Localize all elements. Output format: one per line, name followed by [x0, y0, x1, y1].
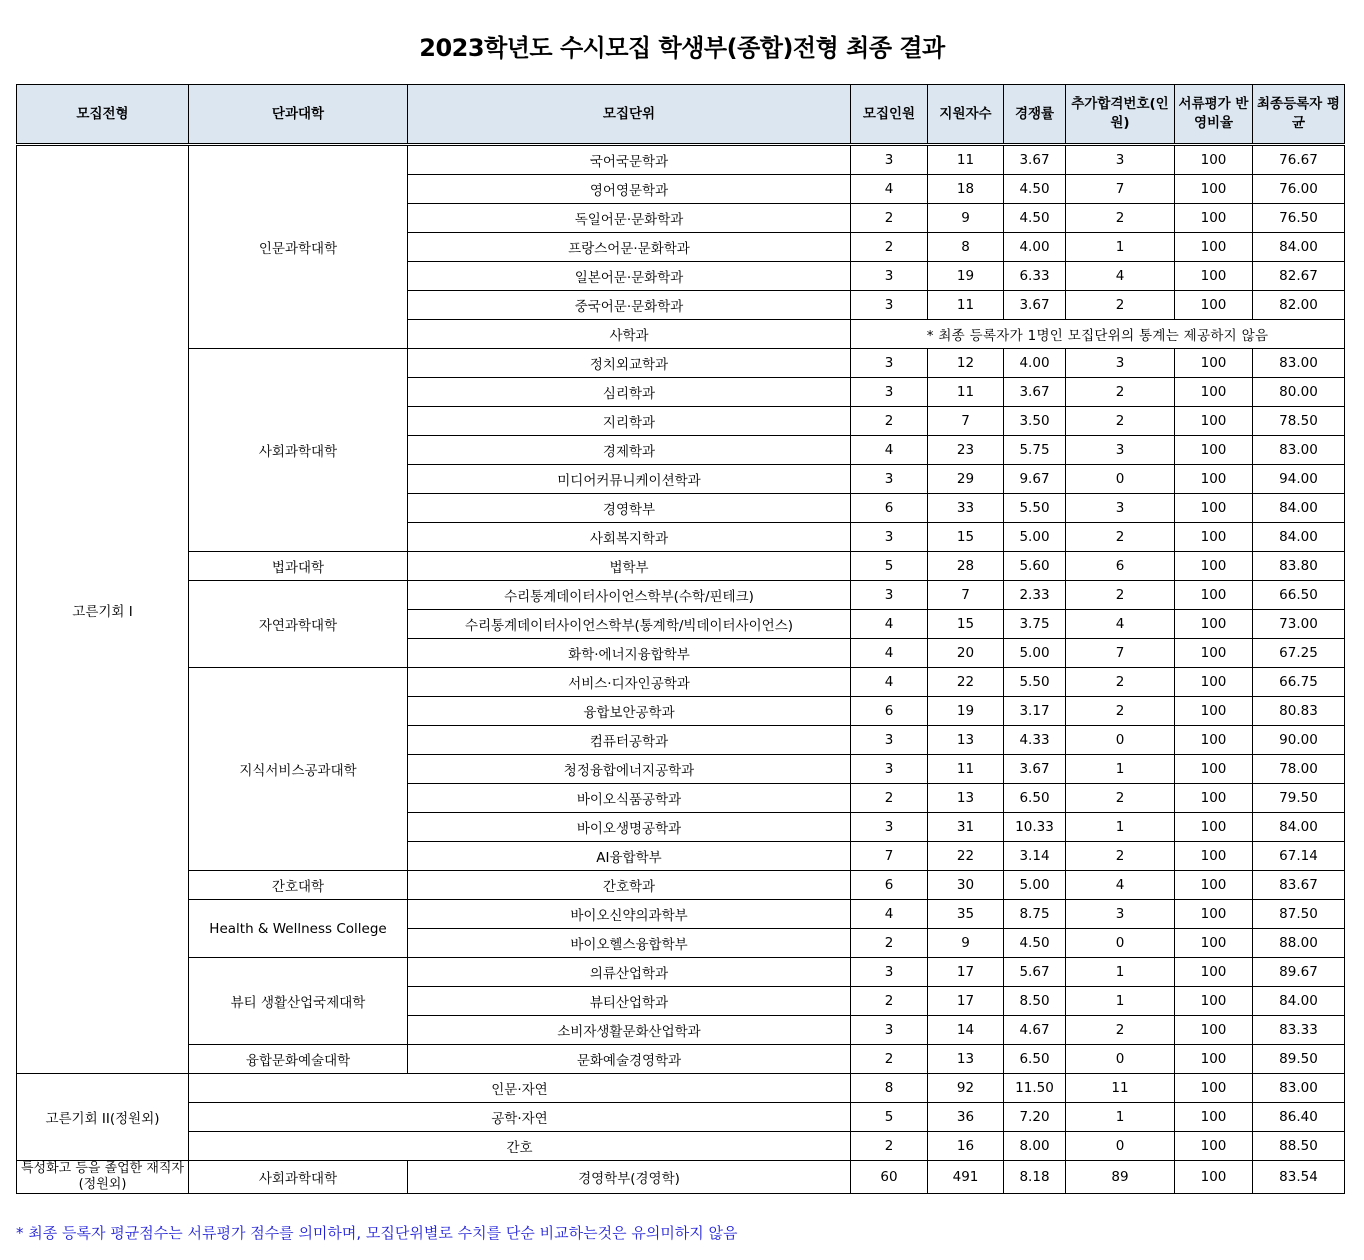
cell-doc-ratio: 100 [1175, 436, 1253, 465]
cell-doc-ratio: 100 [1175, 900, 1253, 929]
cell-average: 67.14 [1253, 842, 1345, 871]
cell-doc-ratio: 100 [1175, 175, 1253, 204]
cell-applicants: 35 [928, 900, 1004, 929]
cell-unit: 수리통계데이터사이언스학부(통계학/빅데이터사이언스) [408, 610, 851, 639]
cell-ratio: 6.33 [1004, 262, 1066, 291]
cell-average: 67.25 [1253, 639, 1345, 668]
cell-additional: 11 [1066, 1074, 1175, 1103]
header-track: 모집전형 [17, 85, 189, 145]
cell-additional: 1 [1066, 755, 1175, 784]
cell-unit: AI융합학부 [408, 842, 851, 871]
table-row [17, 552, 1345, 581]
cell-quota: 60 [851, 1161, 928, 1194]
cell-additional: 2 [1066, 291, 1175, 320]
cell-doc-ratio: 100 [1175, 639, 1253, 668]
cell-quota: 2 [851, 1132, 928, 1161]
cell-additional: 1 [1066, 813, 1175, 842]
cell-doc-ratio: 100 [1175, 465, 1253, 494]
cell-additional: 7 [1066, 175, 1175, 204]
cell-applicants: 11 [928, 145, 1004, 175]
cell-ratio: 3.67 [1004, 145, 1066, 175]
cell-average: 83.33 [1253, 1016, 1345, 1045]
cell-average: 94.00 [1253, 465, 1345, 494]
cell-average: 66.75 [1253, 668, 1345, 697]
cell-applicants: 22 [928, 842, 1004, 871]
header-quota: 모집인원 [851, 85, 928, 145]
cell-quota: 4 [851, 175, 928, 204]
cell-quota: 6 [851, 494, 928, 523]
cell-average: 84.00 [1253, 523, 1345, 552]
cell-unit: 바이오생명공학과 [408, 813, 851, 842]
cell-unit: 사회복지학과 [408, 523, 851, 552]
cell-average: 79.50 [1253, 784, 1345, 813]
track-cell: 고른기회 I [17, 145, 189, 1074]
cell-unit: 바이오신약의과학부 [408, 900, 851, 929]
cell-additional: 3 [1066, 494, 1175, 523]
cell-average: 82.00 [1253, 291, 1345, 320]
cell-doc-ratio: 100 [1175, 871, 1253, 900]
cell-quota: 2 [851, 929, 928, 958]
cell-unit: 소비자생활문화산업학과 [408, 1016, 851, 1045]
cell-additional: 1 [1066, 1103, 1175, 1132]
cell-quota: 2 [851, 204, 928, 233]
cell-doc-ratio: 100 [1175, 987, 1253, 1016]
table-row [17, 1161, 1345, 1194]
cell-ratio: 5.50 [1004, 494, 1066, 523]
cell-applicants: 13 [928, 1045, 1004, 1074]
cell-applicants: 14 [928, 1016, 1004, 1045]
cell-additional: 2 [1066, 523, 1175, 552]
cell-unit: 미디어커뮤니케이션학과 [408, 465, 851, 494]
cell-average: 83.00 [1253, 349, 1345, 378]
cell-unit: 융합보안공학과 [408, 697, 851, 726]
cell-average: 83.00 [1253, 436, 1345, 465]
cell-ratio: 9.67 [1004, 465, 1066, 494]
cell-doc-ratio: 100 [1175, 726, 1253, 755]
cell-additional: 2 [1066, 581, 1175, 610]
cell-ratio: 5.75 [1004, 436, 1066, 465]
cell-average: 86.40 [1253, 1103, 1345, 1132]
cell-applicants: 17 [928, 987, 1004, 1016]
cell-additional: 0 [1066, 465, 1175, 494]
cell-doc-ratio: 100 [1175, 145, 1253, 175]
cell-ratio: 3.67 [1004, 291, 1066, 320]
table-row [17, 871, 1345, 900]
cell-quota: 3 [851, 813, 928, 842]
header-unit: 모집단위 [408, 85, 851, 145]
cell-unit: 국어국문학과 [408, 145, 851, 175]
cell-ratio: 4.50 [1004, 204, 1066, 233]
cell-additional: 2 [1066, 407, 1175, 436]
cell-quota: 3 [851, 1016, 928, 1045]
cell-doc-ratio: 100 [1175, 494, 1253, 523]
cell-unit: 수리통계데이터사이언스학부(수학/핀테크) [408, 581, 851, 610]
header-average: 최종등록자 평균 [1253, 85, 1345, 145]
cell-additional: 1 [1066, 233, 1175, 262]
cell-ratio: 4.00 [1004, 233, 1066, 262]
cell-unit: 영어영문학과 [408, 175, 851, 204]
cell-average: 89.50 [1253, 1045, 1345, 1074]
cell-unit: 정치외교학과 [408, 349, 851, 378]
cell-ratio: 4.50 [1004, 929, 1066, 958]
cell-average: 90.00 [1253, 726, 1345, 755]
cell-doc-ratio: 100 [1175, 784, 1253, 813]
cell-ratio: 4.50 [1004, 175, 1066, 204]
college-cell: 융합문화예술대학 [189, 1045, 408, 1074]
cell-ratio: 5.50 [1004, 668, 1066, 697]
cell-ratio: 7.20 [1004, 1103, 1066, 1132]
header-ratio: 경쟁률 [1004, 85, 1066, 145]
cell-applicants: 11 [928, 755, 1004, 784]
cell-additional: 4 [1066, 871, 1175, 900]
cell-unit: 바이오헬스융합학부 [408, 929, 851, 958]
cell-additional: 4 [1066, 610, 1175, 639]
cell-doc-ratio: 100 [1175, 1161, 1253, 1194]
cell-ratio: 8.00 [1004, 1132, 1066, 1161]
cell-ratio: 8.18 [1004, 1161, 1066, 1194]
cell-doc-ratio: 100 [1175, 1132, 1253, 1161]
cell-doc-ratio: 100 [1175, 929, 1253, 958]
cell-average: 80.83 [1253, 697, 1345, 726]
cell-additional: 2 [1066, 1016, 1175, 1045]
cell-additional: 2 [1066, 784, 1175, 813]
cell-applicants: 30 [928, 871, 1004, 900]
cell-doc-ratio: 100 [1175, 1016, 1253, 1045]
cell-average: 84.00 [1253, 813, 1345, 842]
header-college: 단과대학 [189, 85, 408, 145]
cell-quota: 3 [851, 262, 928, 291]
cell-doc-ratio: 100 [1175, 1045, 1253, 1074]
cell-doc-ratio: 100 [1175, 262, 1253, 291]
cell-additional: 7 [1066, 639, 1175, 668]
cell-ratio: 3.14 [1004, 842, 1066, 871]
cell-unit: 청정융합에너지공학과 [408, 755, 851, 784]
cell-ratio: 3.67 [1004, 378, 1066, 407]
cell-additional: 3 [1066, 349, 1175, 378]
cell-quota: 5 [851, 552, 928, 581]
cell-unit: 인문·자연 [189, 1074, 851, 1103]
track-cell: 고른기회 II(정원외) [17, 1074, 189, 1161]
cell-unit: 독일어문·문화학과 [408, 204, 851, 233]
cell-doc-ratio: 100 [1175, 552, 1253, 581]
cell-additional: 3 [1066, 900, 1175, 929]
cell-ratio: 6.50 [1004, 784, 1066, 813]
header-applicants: 지원자수 [928, 85, 1004, 145]
cell-average: 76.67 [1253, 145, 1345, 175]
cell-quota: 2 [851, 1045, 928, 1074]
cell-doc-ratio: 100 [1175, 581, 1253, 610]
cell-doc-ratio: 100 [1175, 1074, 1253, 1103]
cell-additional: 4 [1066, 262, 1175, 291]
cell-additional: 6 [1066, 552, 1175, 581]
cell-ratio: 5.60 [1004, 552, 1066, 581]
cell-average: 76.00 [1253, 175, 1345, 204]
cell-quota: 3 [851, 958, 928, 987]
college-cell: 인문과학대학 [189, 145, 408, 349]
table-row [17, 1074, 1345, 1103]
cell-average: 87.50 [1253, 900, 1345, 929]
college-cell: 지식서비스공과대학 [189, 668, 408, 871]
cell-applicants: 7 [928, 407, 1004, 436]
cell-quota: 3 [851, 581, 928, 610]
cell-quota: 4 [851, 436, 928, 465]
table-row [17, 1045, 1345, 1074]
cell-quota: 2 [851, 784, 928, 813]
cell-quota: 2 [851, 407, 928, 436]
college-cell: Health & Wellness College [189, 900, 408, 958]
cell-ratio: 3.75 [1004, 610, 1066, 639]
cell-doc-ratio: 100 [1175, 842, 1253, 871]
cell-doc-ratio: 100 [1175, 204, 1253, 233]
cell-ratio: 5.00 [1004, 871, 1066, 900]
college-cell: 자연과학대학 [189, 581, 408, 668]
cell-applicants: 20 [928, 639, 1004, 668]
cell-additional: 0 [1066, 726, 1175, 755]
cell-average: 83.54 [1253, 1161, 1345, 1194]
cell-unit: 프랑스어문·문화학과 [408, 233, 851, 262]
cell-applicants: 92 [928, 1074, 1004, 1103]
cell-unit: 지리학과 [408, 407, 851, 436]
header-row [17, 85, 1345, 145]
cell-ratio: 10.33 [1004, 813, 1066, 842]
cell-ratio: 5.00 [1004, 639, 1066, 668]
cell-unit: 화학·에너지융합학부 [408, 639, 851, 668]
cell-applicants: 36 [928, 1103, 1004, 1132]
cell-average: 83.67 [1253, 871, 1345, 900]
cell-unit: 경영학부 [408, 494, 851, 523]
cell-additional: 2 [1066, 842, 1175, 871]
cell-applicants: 11 [928, 378, 1004, 407]
cell-ratio: 3.17 [1004, 697, 1066, 726]
cell-additional: 2 [1066, 204, 1175, 233]
cell-doc-ratio: 100 [1175, 523, 1253, 552]
cell-average: 83.00 [1253, 1074, 1345, 1103]
cell-ratio: 8.75 [1004, 900, 1066, 929]
cell-additional: 2 [1066, 668, 1175, 697]
college-cell: 사회과학대학 [189, 1161, 408, 1194]
cell-average: 88.50 [1253, 1132, 1345, 1161]
cell-ratio: 2.33 [1004, 581, 1066, 610]
cell-average: 84.00 [1253, 233, 1345, 262]
cell-ratio: 3.50 [1004, 407, 1066, 436]
cell-doc-ratio: 100 [1175, 349, 1253, 378]
cell-ratio: 11.50 [1004, 1074, 1066, 1103]
cell-unit: 일본어문·문화학과 [408, 262, 851, 291]
cell-quota: 6 [851, 871, 928, 900]
cell-additional: 2 [1066, 697, 1175, 726]
cell-average: 88.00 [1253, 929, 1345, 958]
cell-quota: 2 [851, 233, 928, 262]
cell-unit: 공학·자연 [189, 1103, 851, 1132]
cell-doc-ratio: 100 [1175, 407, 1253, 436]
cell-quota: 4 [851, 639, 928, 668]
page-title: 2023학년도 수시모집 학생부(종합)전형 최종 결과 [419, 34, 945, 62]
cell-additional: 1 [1066, 987, 1175, 1016]
cell-additional: 0 [1066, 1132, 1175, 1161]
cell-additional: 3 [1066, 145, 1175, 175]
cell-quota: 2 [851, 987, 928, 1016]
cell-additional: 0 [1066, 929, 1175, 958]
cell-ratio: 4.33 [1004, 726, 1066, 755]
table-row [17, 145, 1345, 175]
table-row [17, 581, 1345, 610]
table-row [17, 349, 1345, 378]
table-row [17, 1103, 1345, 1132]
header-additional: 추가합격번호(인원) [1066, 85, 1175, 145]
cell-doc-ratio: 100 [1175, 233, 1253, 262]
cell-average: 83.80 [1253, 552, 1345, 581]
cell-average: 80.00 [1253, 378, 1345, 407]
cell-quota: 4 [851, 900, 928, 929]
cell-applicants: 8 [928, 233, 1004, 262]
cell-unit: 뷰티산업학과 [408, 987, 851, 1016]
cell-quota: 6 [851, 697, 928, 726]
cell-ratio: 8.50 [1004, 987, 1066, 1016]
cell-ratio: 3.67 [1004, 755, 1066, 784]
cell-quota: 3 [851, 145, 928, 175]
cell-average: 73.00 [1253, 610, 1345, 639]
cell-applicants: 11 [928, 291, 1004, 320]
cell-additional: 3 [1066, 436, 1175, 465]
cell-applicants: 13 [928, 726, 1004, 755]
cell-applicants: 15 [928, 610, 1004, 639]
cell-applicants: 31 [928, 813, 1004, 842]
cell-unit: 간호학과 [408, 871, 851, 900]
cell-applicants: 9 [928, 204, 1004, 233]
cell-quota: 5 [851, 1103, 928, 1132]
header-doc-ratio: 서류평가 반영비율 [1175, 85, 1253, 145]
results-body [17, 145, 1345, 1194]
cell-doc-ratio: 100 [1175, 291, 1253, 320]
cell-doc-ratio: 100 [1175, 1103, 1253, 1132]
cell-applicants: 16 [928, 1132, 1004, 1161]
cell-quota: 4 [851, 668, 928, 697]
cell-average: 78.00 [1253, 755, 1345, 784]
cell-applicants: 491 [928, 1161, 1004, 1194]
cell-quota: 3 [851, 523, 928, 552]
cell-applicants: 15 [928, 523, 1004, 552]
cell-doc-ratio: 100 [1175, 610, 1253, 639]
cell-average: 84.00 [1253, 494, 1345, 523]
cell-doc-ratio: 100 [1175, 668, 1253, 697]
cell-doc-ratio: 100 [1175, 378, 1253, 407]
cell-unit: 바이오식품공학과 [408, 784, 851, 813]
cell-additional: 89 [1066, 1161, 1175, 1194]
cell-unit: 법학부 [408, 552, 851, 581]
cell-quota: 4 [851, 610, 928, 639]
cell-unit: 심리학과 [408, 378, 851, 407]
cell-unit: 서비스·디자인공학과 [408, 668, 851, 697]
cell-applicants: 23 [928, 436, 1004, 465]
cell-doc-ratio: 100 [1175, 813, 1253, 842]
table-row [17, 1132, 1345, 1161]
cell-ratio: 5.00 [1004, 523, 1066, 552]
cell-unit: 경영학부(경영학) [408, 1161, 851, 1194]
table-row [17, 668, 1345, 697]
cell-applicants: 19 [928, 262, 1004, 291]
cell-average: 78.50 [1253, 407, 1345, 436]
cell-quota: 3 [851, 755, 928, 784]
cell-doc-ratio: 100 [1175, 755, 1253, 784]
cell-ratio: 4.67 [1004, 1016, 1066, 1045]
cell-ratio: 6.50 [1004, 1045, 1066, 1074]
cell-quota: 7 [851, 842, 928, 871]
cell-applicants: 19 [928, 697, 1004, 726]
cell-unit: 경제학과 [408, 436, 851, 465]
cell-ratio: 5.67 [1004, 958, 1066, 987]
cell-ratio: 4.00 [1004, 349, 1066, 378]
cell-applicants: 17 [928, 958, 1004, 987]
note-no-stats: * 최종 등록자가 1명인 모집단위의 통계는 제공하지 않음 [851, 320, 1345, 349]
cell-applicants: 33 [928, 494, 1004, 523]
table-row [17, 958, 1345, 987]
cell-unit: 문화예술경영학과 [408, 1045, 851, 1074]
cell-average: 89.67 [1253, 958, 1345, 987]
cell-average: 66.50 [1253, 581, 1345, 610]
college-cell: 간호대학 [189, 871, 408, 900]
cell-applicants: 7 [928, 581, 1004, 610]
cell-additional: 1 [1066, 958, 1175, 987]
cell-applicants: 28 [928, 552, 1004, 581]
college-cell: 법과대학 [189, 552, 408, 581]
cell-quota: 3 [851, 349, 928, 378]
college-cell: 뷰티 생활산업국제대학 [189, 958, 408, 1045]
cell-additional: 0 [1066, 1045, 1175, 1074]
cell-average: 84.00 [1253, 987, 1345, 1016]
cell-unit: 사학과 [408, 320, 851, 349]
cell-additional: 2 [1066, 378, 1175, 407]
cell-quota: 3 [851, 291, 928, 320]
cell-unit: 컴퓨터공학과 [408, 726, 851, 755]
cell-applicants: 13 [928, 784, 1004, 813]
cell-applicants: 9 [928, 929, 1004, 958]
cell-average: 76.50 [1253, 204, 1345, 233]
cell-applicants: 18 [928, 175, 1004, 204]
cell-unit: 의류산업학과 [408, 958, 851, 987]
track-cell: 특성화고 등을 졸업한 재직자(정원외) [17, 1161, 189, 1194]
footnote: * 최종 등록자 평균점수는 서류평가 점수를 의미하며, 모집단위별로 수치를 단순 비교하는것은 유의미하지 않음 [16, 1224, 738, 1242]
cell-unit: 중국어문·문화학과 [408, 291, 851, 320]
cell-quota: 3 [851, 726, 928, 755]
cell-applicants: 12 [928, 349, 1004, 378]
cell-quota: 3 [851, 378, 928, 407]
cell-quota: 3 [851, 465, 928, 494]
cell-unit: 간호 [189, 1132, 851, 1161]
college-cell: 사회과학대학 [189, 349, 408, 552]
results-table [16, 84, 1345, 1194]
cell-doc-ratio: 100 [1175, 697, 1253, 726]
cell-applicants: 22 [928, 668, 1004, 697]
cell-applicants: 29 [928, 465, 1004, 494]
cell-quota: 8 [851, 1074, 928, 1103]
cell-average: 82.67 [1253, 262, 1345, 291]
cell-doc-ratio: 100 [1175, 958, 1253, 987]
table-row [17, 900, 1345, 929]
